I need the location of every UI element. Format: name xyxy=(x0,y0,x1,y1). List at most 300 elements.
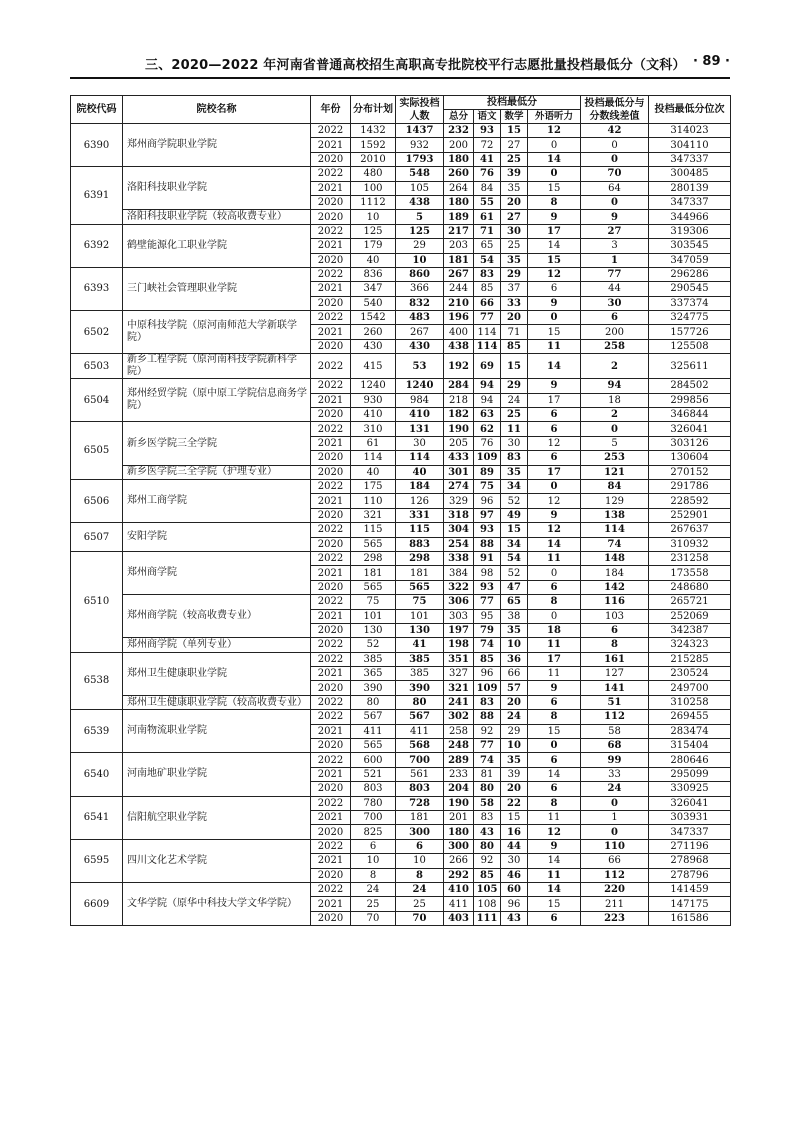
cell-chinese: 76 xyxy=(474,436,501,450)
cell-math: 46 xyxy=(501,868,528,882)
cell-math: 38 xyxy=(501,609,528,623)
school-code: 6609 xyxy=(71,882,123,925)
cell-rank: 125508 xyxy=(649,339,731,353)
cell-math: 37 xyxy=(501,282,528,296)
school-name: 鹤壁能源化工职业学院 xyxy=(123,224,311,267)
cell-diff: 1 xyxy=(581,253,649,267)
cell-total: 321 xyxy=(444,681,474,695)
school-name: 郑州经贸学院（原中原工学院信息商务学院） xyxy=(123,379,311,422)
cell-math: 52 xyxy=(501,566,528,580)
cell-year: 2020 xyxy=(311,782,351,796)
cell-foreign: 9 xyxy=(528,296,581,310)
school-code: 6541 xyxy=(71,796,123,839)
cell-chinese: 80 xyxy=(474,839,501,853)
cell-total: 182 xyxy=(444,408,474,422)
table-row xyxy=(71,695,731,709)
cell-math: 25 xyxy=(501,152,528,166)
cell-diff: 211 xyxy=(581,897,649,911)
cell-rank: 230524 xyxy=(649,667,731,681)
cell-total: 192 xyxy=(444,354,474,379)
cell-diff: 84 xyxy=(581,479,649,493)
cell-diff: 58 xyxy=(581,724,649,738)
cell-total: 301 xyxy=(444,465,474,479)
cell-rank: 283474 xyxy=(649,724,731,738)
cell-chinese: 76 xyxy=(474,167,501,181)
cell-plan: 125 xyxy=(351,224,396,238)
cell-total: 189 xyxy=(444,210,474,224)
cell-total: 284 xyxy=(444,379,474,393)
school-code: 6393 xyxy=(71,267,123,310)
table-row xyxy=(71,479,731,493)
cell-rank: 141459 xyxy=(649,882,731,896)
cell-rank: 303545 xyxy=(649,239,731,253)
cell-foreign: 17 xyxy=(528,652,581,666)
cell-total: 258 xyxy=(444,724,474,738)
table-row xyxy=(71,210,731,224)
cell-total: 232 xyxy=(444,124,474,138)
cell-enrolled: 5 xyxy=(396,210,444,224)
cell-total: 303 xyxy=(444,609,474,623)
cell-enrolled: 41 xyxy=(396,638,444,652)
cell-foreign: 11 xyxy=(528,667,581,681)
cell-math: 24 xyxy=(501,393,528,407)
cell-math: 27 xyxy=(501,210,528,224)
cell-total: 210 xyxy=(444,296,474,310)
table-row xyxy=(71,354,731,379)
cell-year: 2022 xyxy=(311,479,351,493)
col-total-header: 总分 xyxy=(444,110,474,124)
cell-total: 300 xyxy=(444,839,474,853)
school-code: 6392 xyxy=(71,224,123,267)
cell-plan: 75 xyxy=(351,595,396,609)
cell-foreign: 6 xyxy=(528,580,581,594)
cell-total: 266 xyxy=(444,854,474,868)
cell-rank: 130604 xyxy=(649,451,731,465)
school-code: 6538 xyxy=(71,652,123,710)
col-rank-header: 投档最低分位次 xyxy=(649,96,731,124)
cell-enrolled: 126 xyxy=(396,494,444,508)
cell-math: 66 xyxy=(501,667,528,681)
cell-math: 49 xyxy=(501,508,528,522)
school-code: 6539 xyxy=(71,710,123,753)
cell-plan: 930 xyxy=(351,393,396,407)
cell-plan: 61 xyxy=(351,436,396,450)
col-plan-header: 分布计划 xyxy=(351,96,396,124)
cell-rank: 269455 xyxy=(649,710,731,724)
cell-total: 289 xyxy=(444,753,474,767)
cell-total: 351 xyxy=(444,652,474,666)
school-name: 河南地矿职业学院 xyxy=(123,753,311,796)
cell-enrolled: 565 xyxy=(396,580,444,594)
cell-chinese: 61 xyxy=(474,210,501,224)
cell-rank: 303126 xyxy=(649,436,731,450)
table-row xyxy=(71,753,731,767)
cell-math: 57 xyxy=(501,681,528,695)
cell-year: 2022 xyxy=(311,167,351,181)
school-code: 6390 xyxy=(71,124,123,167)
cell-total: 244 xyxy=(444,282,474,296)
cell-chinese: 105 xyxy=(474,882,501,896)
cell-foreign: 15 xyxy=(528,897,581,911)
cell-foreign: 17 xyxy=(528,393,581,407)
cell-diff: 68 xyxy=(581,739,649,753)
cell-rank: 265721 xyxy=(649,595,731,609)
cell-total: 433 xyxy=(444,451,474,465)
cell-rank: 147175 xyxy=(649,897,731,911)
cell-diff: 110 xyxy=(581,839,649,853)
cell-plan: 321 xyxy=(351,508,396,522)
cell-enrolled: 105 xyxy=(396,181,444,195)
cell-year: 2021 xyxy=(311,436,351,450)
cell-year: 2021 xyxy=(311,138,351,152)
cell-plan: 347 xyxy=(351,282,396,296)
cell-math: 11 xyxy=(501,422,528,436)
cell-year: 2022 xyxy=(311,753,351,767)
cell-enrolled: 366 xyxy=(396,282,444,296)
cell-diff: 77 xyxy=(581,267,649,281)
cell-foreign: 12 xyxy=(528,494,581,508)
cell-math: 33 xyxy=(501,296,528,310)
cell-plan: 411 xyxy=(351,724,396,738)
cell-plan: 780 xyxy=(351,796,396,810)
cell-year: 2021 xyxy=(311,325,351,339)
cell-enrolled: 385 xyxy=(396,652,444,666)
cell-math: 36 xyxy=(501,652,528,666)
cell-foreign: 8 xyxy=(528,195,581,209)
cell-enrolled: 75 xyxy=(396,595,444,609)
cell-chinese: 88 xyxy=(474,537,501,551)
cell-math: 20 xyxy=(501,195,528,209)
cell-total: 180 xyxy=(444,152,474,166)
cell-chinese: 94 xyxy=(474,379,501,393)
cell-chinese: 88 xyxy=(474,710,501,724)
cell-chinese: 74 xyxy=(474,753,501,767)
cell-diff: 0 xyxy=(581,825,649,839)
cell-math: 39 xyxy=(501,767,528,781)
cell-year: 2022 xyxy=(311,638,351,652)
cell-total: 180 xyxy=(444,195,474,209)
school-code: 6503 xyxy=(71,354,123,379)
cell-enrolled: 932 xyxy=(396,138,444,152)
cell-enrolled: 561 xyxy=(396,767,444,781)
cell-plan: 25 xyxy=(351,897,396,911)
cell-year: 2020 xyxy=(311,465,351,479)
cell-plan: 1542 xyxy=(351,311,396,325)
cell-enrolled: 30 xyxy=(396,436,444,450)
cell-chinese: 41 xyxy=(474,152,501,166)
cell-year: 2021 xyxy=(311,810,351,824)
cell-year: 2021 xyxy=(311,767,351,781)
cell-plan: 565 xyxy=(351,537,396,551)
cell-enrolled: 984 xyxy=(396,393,444,407)
cell-enrolled: 438 xyxy=(396,195,444,209)
cell-chinese: 83 xyxy=(474,695,501,709)
cell-enrolled: 101 xyxy=(396,609,444,623)
cell-plan: 179 xyxy=(351,239,396,253)
cell-foreign: 6 xyxy=(528,408,581,422)
cell-rank: 347059 xyxy=(649,253,731,267)
cell-math: 35 xyxy=(501,753,528,767)
cell-math: 15 xyxy=(501,810,528,824)
cell-enrolled: 6 xyxy=(396,839,444,853)
cell-year: 2021 xyxy=(311,282,351,296)
cell-foreign: 0 xyxy=(528,566,581,580)
cell-foreign: 6 xyxy=(528,753,581,767)
cell-diff: 121 xyxy=(581,465,649,479)
school-name: 洛阳科技职业学院 xyxy=(123,167,311,210)
cell-plan: 385 xyxy=(351,652,396,666)
cell-enrolled: 184 xyxy=(396,479,444,493)
cell-enrolled: 803 xyxy=(396,782,444,796)
cell-total: 218 xyxy=(444,393,474,407)
cell-diff: 18 xyxy=(581,393,649,407)
cell-year: 2022 xyxy=(311,379,351,393)
cell-total: 241 xyxy=(444,695,474,709)
cell-year: 2022 xyxy=(311,354,351,379)
cell-rank: 228592 xyxy=(649,494,731,508)
cell-enrolled: 80 xyxy=(396,695,444,709)
cell-foreign: 17 xyxy=(528,465,581,479)
school-name: 洛阳科技职业学院（较高收费专业） xyxy=(123,210,311,224)
cell-chinese: 75 xyxy=(474,479,501,493)
cell-enrolled: 29 xyxy=(396,239,444,253)
table-row xyxy=(71,638,731,652)
cell-year: 2022 xyxy=(311,124,351,138)
cell-total: 322 xyxy=(444,580,474,594)
school-code: 6391 xyxy=(71,167,123,225)
cell-foreign: 9 xyxy=(528,681,581,695)
cell-foreign: 6 xyxy=(528,782,581,796)
cell-total: 233 xyxy=(444,767,474,781)
cell-math: 15 xyxy=(501,354,528,379)
cell-rank: 326041 xyxy=(649,796,731,810)
cell-rank: 310932 xyxy=(649,537,731,551)
cell-rank: 278968 xyxy=(649,854,731,868)
cell-foreign: 15 xyxy=(528,724,581,738)
cell-math: 27 xyxy=(501,138,528,152)
admission-score-table xyxy=(70,95,731,926)
cell-math: 52 xyxy=(501,494,528,508)
cell-foreign: 6 xyxy=(528,282,581,296)
cell-diff: 112 xyxy=(581,710,649,724)
cell-rank: 303931 xyxy=(649,810,731,824)
cell-rank: 344966 xyxy=(649,210,731,224)
cell-enrolled: 567 xyxy=(396,710,444,724)
cell-foreign: 15 xyxy=(528,253,581,267)
cell-diff: 141 xyxy=(581,681,649,695)
cell-foreign: 6 xyxy=(528,451,581,465)
school-code: 6504 xyxy=(71,379,123,422)
cell-total: 327 xyxy=(444,667,474,681)
cell-enrolled: 10 xyxy=(396,854,444,868)
cell-math: 24 xyxy=(501,710,528,724)
cell-foreign: 9 xyxy=(528,210,581,224)
cell-enrolled: 24 xyxy=(396,882,444,896)
cell-plan: 8 xyxy=(351,868,396,882)
cell-chinese: 83 xyxy=(474,810,501,824)
table-row xyxy=(71,710,731,724)
cell-rank: 304110 xyxy=(649,138,731,152)
cell-enrolled: 728 xyxy=(396,796,444,810)
cell-foreign: 12 xyxy=(528,267,581,281)
cell-foreign: 6 xyxy=(528,911,581,925)
cell-diff: 70 xyxy=(581,167,649,181)
cell-enrolled: 40 xyxy=(396,465,444,479)
cell-math: 10 xyxy=(501,638,528,652)
cell-foreign: 6 xyxy=(528,695,581,709)
cell-diff: 258 xyxy=(581,339,649,353)
cell-plan: 115 xyxy=(351,523,396,537)
cell-rank: 271196 xyxy=(649,839,731,853)
table-row xyxy=(71,465,731,479)
cell-math: 34 xyxy=(501,479,528,493)
cell-chinese: 55 xyxy=(474,195,501,209)
cell-math: 25 xyxy=(501,408,528,422)
cell-foreign: 12 xyxy=(528,825,581,839)
cell-plan: 415 xyxy=(351,354,396,379)
cell-plan: 700 xyxy=(351,810,396,824)
cell-chinese: 96 xyxy=(474,667,501,681)
cell-plan: 390 xyxy=(351,681,396,695)
table-row xyxy=(71,379,731,393)
col-diff-header: 投档最低分与分数线差值 xyxy=(581,96,649,124)
cell-foreign: 9 xyxy=(528,379,581,393)
cell-chinese: 62 xyxy=(474,422,501,436)
cell-rank: 161586 xyxy=(649,911,731,925)
cell-rank: 278796 xyxy=(649,868,731,882)
cell-year: 2021 xyxy=(311,494,351,508)
school-code: 6506 xyxy=(71,479,123,522)
cell-enrolled: 53 xyxy=(396,354,444,379)
cell-rank: 324323 xyxy=(649,638,731,652)
cell-total: 329 xyxy=(444,494,474,508)
cell-rank: 267637 xyxy=(649,523,731,537)
cell-year: 2020 xyxy=(311,580,351,594)
cell-diff: 220 xyxy=(581,882,649,896)
cell-enrolled: 8 xyxy=(396,868,444,882)
cell-plan: 410 xyxy=(351,408,396,422)
cell-total: 410 xyxy=(444,882,474,896)
cell-plan: 600 xyxy=(351,753,396,767)
cell-diff: 6 xyxy=(581,623,649,637)
cell-foreign: 0 xyxy=(528,138,581,152)
cell-year: 2020 xyxy=(311,623,351,637)
cell-year: 2020 xyxy=(311,911,351,925)
cell-enrolled: 114 xyxy=(396,451,444,465)
table-header-row xyxy=(71,96,731,110)
cell-chinese: 72 xyxy=(474,138,501,152)
cell-math: 71 xyxy=(501,325,528,339)
col-year-header: 年份 xyxy=(311,96,351,124)
cell-math: 29 xyxy=(501,267,528,281)
cell-diff: 3 xyxy=(581,239,649,253)
school-code: 6540 xyxy=(71,753,123,796)
cell-plan: 175 xyxy=(351,479,396,493)
cell-year: 2022 xyxy=(311,710,351,724)
cell-year: 2020 xyxy=(311,339,351,353)
cell-foreign: 0 xyxy=(528,609,581,623)
cell-diff: 27 xyxy=(581,224,649,238)
cell-year: 2021 xyxy=(311,393,351,407)
cell-diff: 138 xyxy=(581,508,649,522)
cell-foreign: 15 xyxy=(528,181,581,195)
table-row xyxy=(71,224,731,238)
table-row xyxy=(71,267,731,281)
cell-total: 411 xyxy=(444,897,474,911)
cell-diff: 184 xyxy=(581,566,649,580)
cell-rank: 342387 xyxy=(649,623,731,637)
cell-chinese: 114 xyxy=(474,325,501,339)
table-row xyxy=(71,839,731,853)
cell-math: 39 xyxy=(501,167,528,181)
cell-rank: 295099 xyxy=(649,767,731,781)
cell-math: 35 xyxy=(501,181,528,195)
table-row xyxy=(71,167,731,181)
cell-math: 25 xyxy=(501,239,528,253)
school-code: 6502 xyxy=(71,311,123,354)
cell-diff: 6 xyxy=(581,311,649,325)
cell-year: 2020 xyxy=(311,195,351,209)
cell-year: 2020 xyxy=(311,152,351,166)
cell-total: 274 xyxy=(444,479,474,493)
cell-foreign: 11 xyxy=(528,339,581,353)
cell-enrolled: 548 xyxy=(396,167,444,181)
cell-chinese: 92 xyxy=(474,724,501,738)
table-row xyxy=(71,652,731,666)
cell-diff: 9 xyxy=(581,210,649,224)
school-name: 郑州商学院（较高收费专业） xyxy=(123,595,311,638)
cell-chinese: 94 xyxy=(474,393,501,407)
cell-chinese: 89 xyxy=(474,465,501,479)
cell-plan: 825 xyxy=(351,825,396,839)
cell-enrolled: 390 xyxy=(396,681,444,695)
cell-year: 2021 xyxy=(311,239,351,253)
cell-foreign: 12 xyxy=(528,436,581,450)
cell-plan: 10 xyxy=(351,210,396,224)
school-code: 6510 xyxy=(71,551,123,652)
cell-year: 2022 xyxy=(311,523,351,537)
cell-diff: 2 xyxy=(581,408,649,422)
cell-math: 83 xyxy=(501,451,528,465)
cell-rank: 347337 xyxy=(649,825,731,839)
school-name: 郑州商学院 xyxy=(123,551,311,594)
cell-enrolled: 832 xyxy=(396,296,444,310)
cell-math: 47 xyxy=(501,580,528,594)
school-code: 6595 xyxy=(71,839,123,882)
cell-rank: 315404 xyxy=(649,739,731,753)
cell-chinese: 79 xyxy=(474,623,501,637)
cell-rank: 300485 xyxy=(649,167,731,181)
cell-plan: 2010 xyxy=(351,152,396,166)
cell-year: 2022 xyxy=(311,595,351,609)
cell-enrolled: 181 xyxy=(396,810,444,824)
cell-chinese: 98 xyxy=(474,566,501,580)
cell-foreign: 0 xyxy=(528,311,581,325)
cell-enrolled: 25 xyxy=(396,897,444,911)
cell-year: 2020 xyxy=(311,253,351,267)
cell-math: 30 xyxy=(501,436,528,450)
cell-foreign: 12 xyxy=(528,124,581,138)
cell-total: 400 xyxy=(444,325,474,339)
school-name: 信阳航空职业学院 xyxy=(123,796,311,839)
cell-math: 35 xyxy=(501,253,528,267)
cell-plan: 100 xyxy=(351,181,396,195)
page-header-title: 三、2020—2022 年河南省普通高校招生高职高专批院校平行志愿批量投档最低分（文科） xyxy=(145,58,686,73)
cell-year: 2020 xyxy=(311,408,351,422)
cell-enrolled: 568 xyxy=(396,739,444,753)
cell-math: 30 xyxy=(501,854,528,868)
cell-rank: 346844 xyxy=(649,408,731,422)
